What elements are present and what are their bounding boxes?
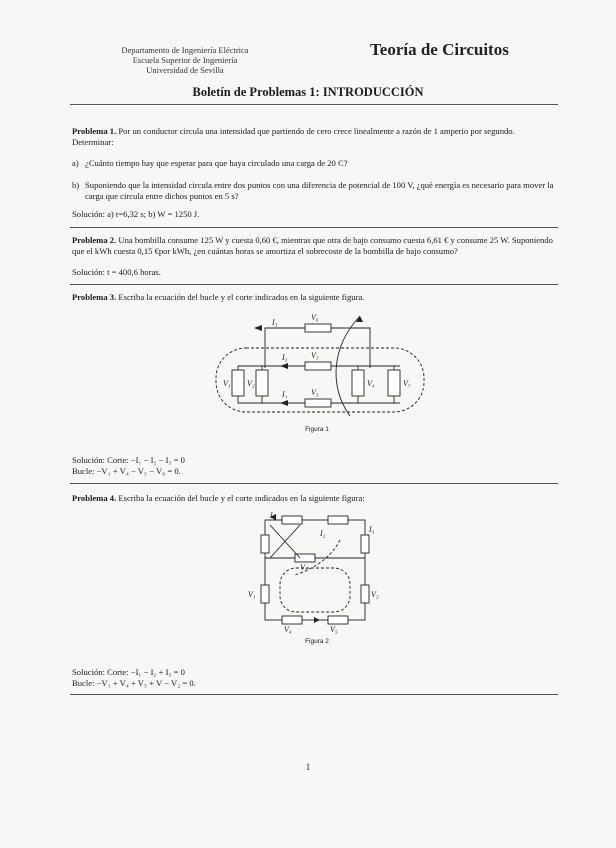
problem-4-solution-loop: Bucle: −V₁ + V₄ + V₅ + V − V₂ = 0. [72, 678, 196, 688]
rule-3 [70, 483, 558, 484]
problem-1-text: Por un conductor circula una intensidad que partiendo de cero crece linealmente a razón de 1 amperio por segundo. Determinar: [72, 126, 515, 147]
rule-2 [70, 284, 558, 285]
figure-1-circuit [210, 308, 430, 420]
problem-4-solution-cut: Solución: Corte: −I₁ − I₂ + I₃ = 0 [72, 667, 185, 677]
fig1-label-i3: I₃ [272, 318, 278, 327]
fig2-label-v1: V₁ [248, 590, 256, 599]
fig2-label-v2: V₂ [371, 590, 379, 599]
fig2-label-i3: I₃ [369, 525, 375, 534]
fig2-label-v5: V₅ [330, 625, 338, 634]
dept-line-2: Escuela Superior de Ingeniería [132, 55, 238, 65]
problem-4-label: Problema 4. [72, 493, 117, 503]
fig1-label-v6: V₆ [311, 313, 319, 322]
problem-4-statement [72, 493, 558, 504]
fig1-label-v5: V₅ [311, 388, 319, 397]
bulletin-title-topic: INTRODUCCIÓN [322, 85, 424, 99]
fig2-label-i2: I₂ [320, 529, 326, 538]
problem-1-solution: Solución: a) t=6,32 s; b) W = 1250 J. [72, 209, 200, 219]
header-rule [70, 104, 558, 105]
fig1-label-i2: I₂ [282, 353, 288, 362]
fig2-label-i1: I₁ [270, 511, 276, 520]
fig2-label-v4: V₄ [284, 625, 292, 634]
fig1-label-v4: V₄ [367, 379, 375, 388]
problem-3-text: Escriba la ecuación del bucle y el corte indicados en la siguiente figura. [116, 292, 365, 302]
course-title: Teoría de Circuitos [370, 40, 509, 59]
dept-line-1: Departamento de Ingeniería Eléctrica [121, 45, 249, 55]
fig1-label-v2: V₂ [247, 379, 255, 388]
problem-2-statement [72, 235, 558, 256]
problem-3-label: Problema 3. [72, 292, 117, 302]
part-b-label: b) [72, 180, 80, 190]
rule-4 [70, 694, 558, 695]
bulletin-title [0, 85, 616, 100]
part-b-text: Suponiendo que la intensidad circula entre dos puntos con una diferencia de potencial de 100 V, ¿qué energía es necesario para mover la carga que circula entre dichos puntos en 5 s? [85, 180, 554, 201]
problem-3-statement [72, 292, 558, 303]
problem-3-solution-loop: Bucle: −V₁ + V₄ − V₅ − V₆ = 0. [72, 466, 181, 476]
department-header [100, 45, 270, 75]
figure-2-caption: Figura 2 [305, 638, 329, 645]
dept-line-3: Universidad de Sevilla [146, 65, 224, 75]
problem-1-label: Problema 1. [72, 126, 117, 136]
rule-1 [70, 227, 558, 228]
page-number: 1 [305, 762, 311, 772]
bulletin-title-main: Boletín de Problemas 1: [192, 85, 323, 99]
fig1-label-v3: V₃ [311, 351, 319, 360]
problem-2-solution: Solución: t = 400,6 horas. [72, 267, 161, 277]
part-a-label: a) [72, 158, 79, 168]
part-a-text: ¿Cuánto tiempo hay que esperar para que haya circulado una carga de 20 C? [85, 158, 348, 168]
problem-1-statement [72, 126, 558, 147]
fig2-label-v3: V₃ [300, 563, 308, 572]
problem-2-text: Una bombilla consume 125 W y cuesta 0,60 €, mientras que otra de bajo consumo cuesta 6,61 € y consume 25 W. Suponiendo que el kWh cuesta 0,15 €por kWh, ¿en cuántas horas se amortiza el sobrecoste de la bombilla de bajo consumo? [72, 235, 553, 256]
figure-1-caption: Figura 1 [305, 426, 329, 433]
figure-2-circuit [240, 510, 390, 635]
fig1-label-v1: V₁ [223, 379, 231, 388]
fig1-label-v7: V₇ [403, 379, 411, 388]
problem-2-label: Problema 2. [72, 235, 117, 245]
problem-1-part-a [72, 158, 558, 169]
problem-1-part-b [72, 180, 558, 201]
fig1-label-i1: I₁ [282, 390, 288, 399]
problem-3-solution-cut: Solución: Corte: −I₁ − I₂ − I₃ = 0 [72, 455, 185, 465]
problem-4-text: Escriba la ecuación del bucle y el corte indicados en la siguiente figura: [116, 493, 365, 503]
